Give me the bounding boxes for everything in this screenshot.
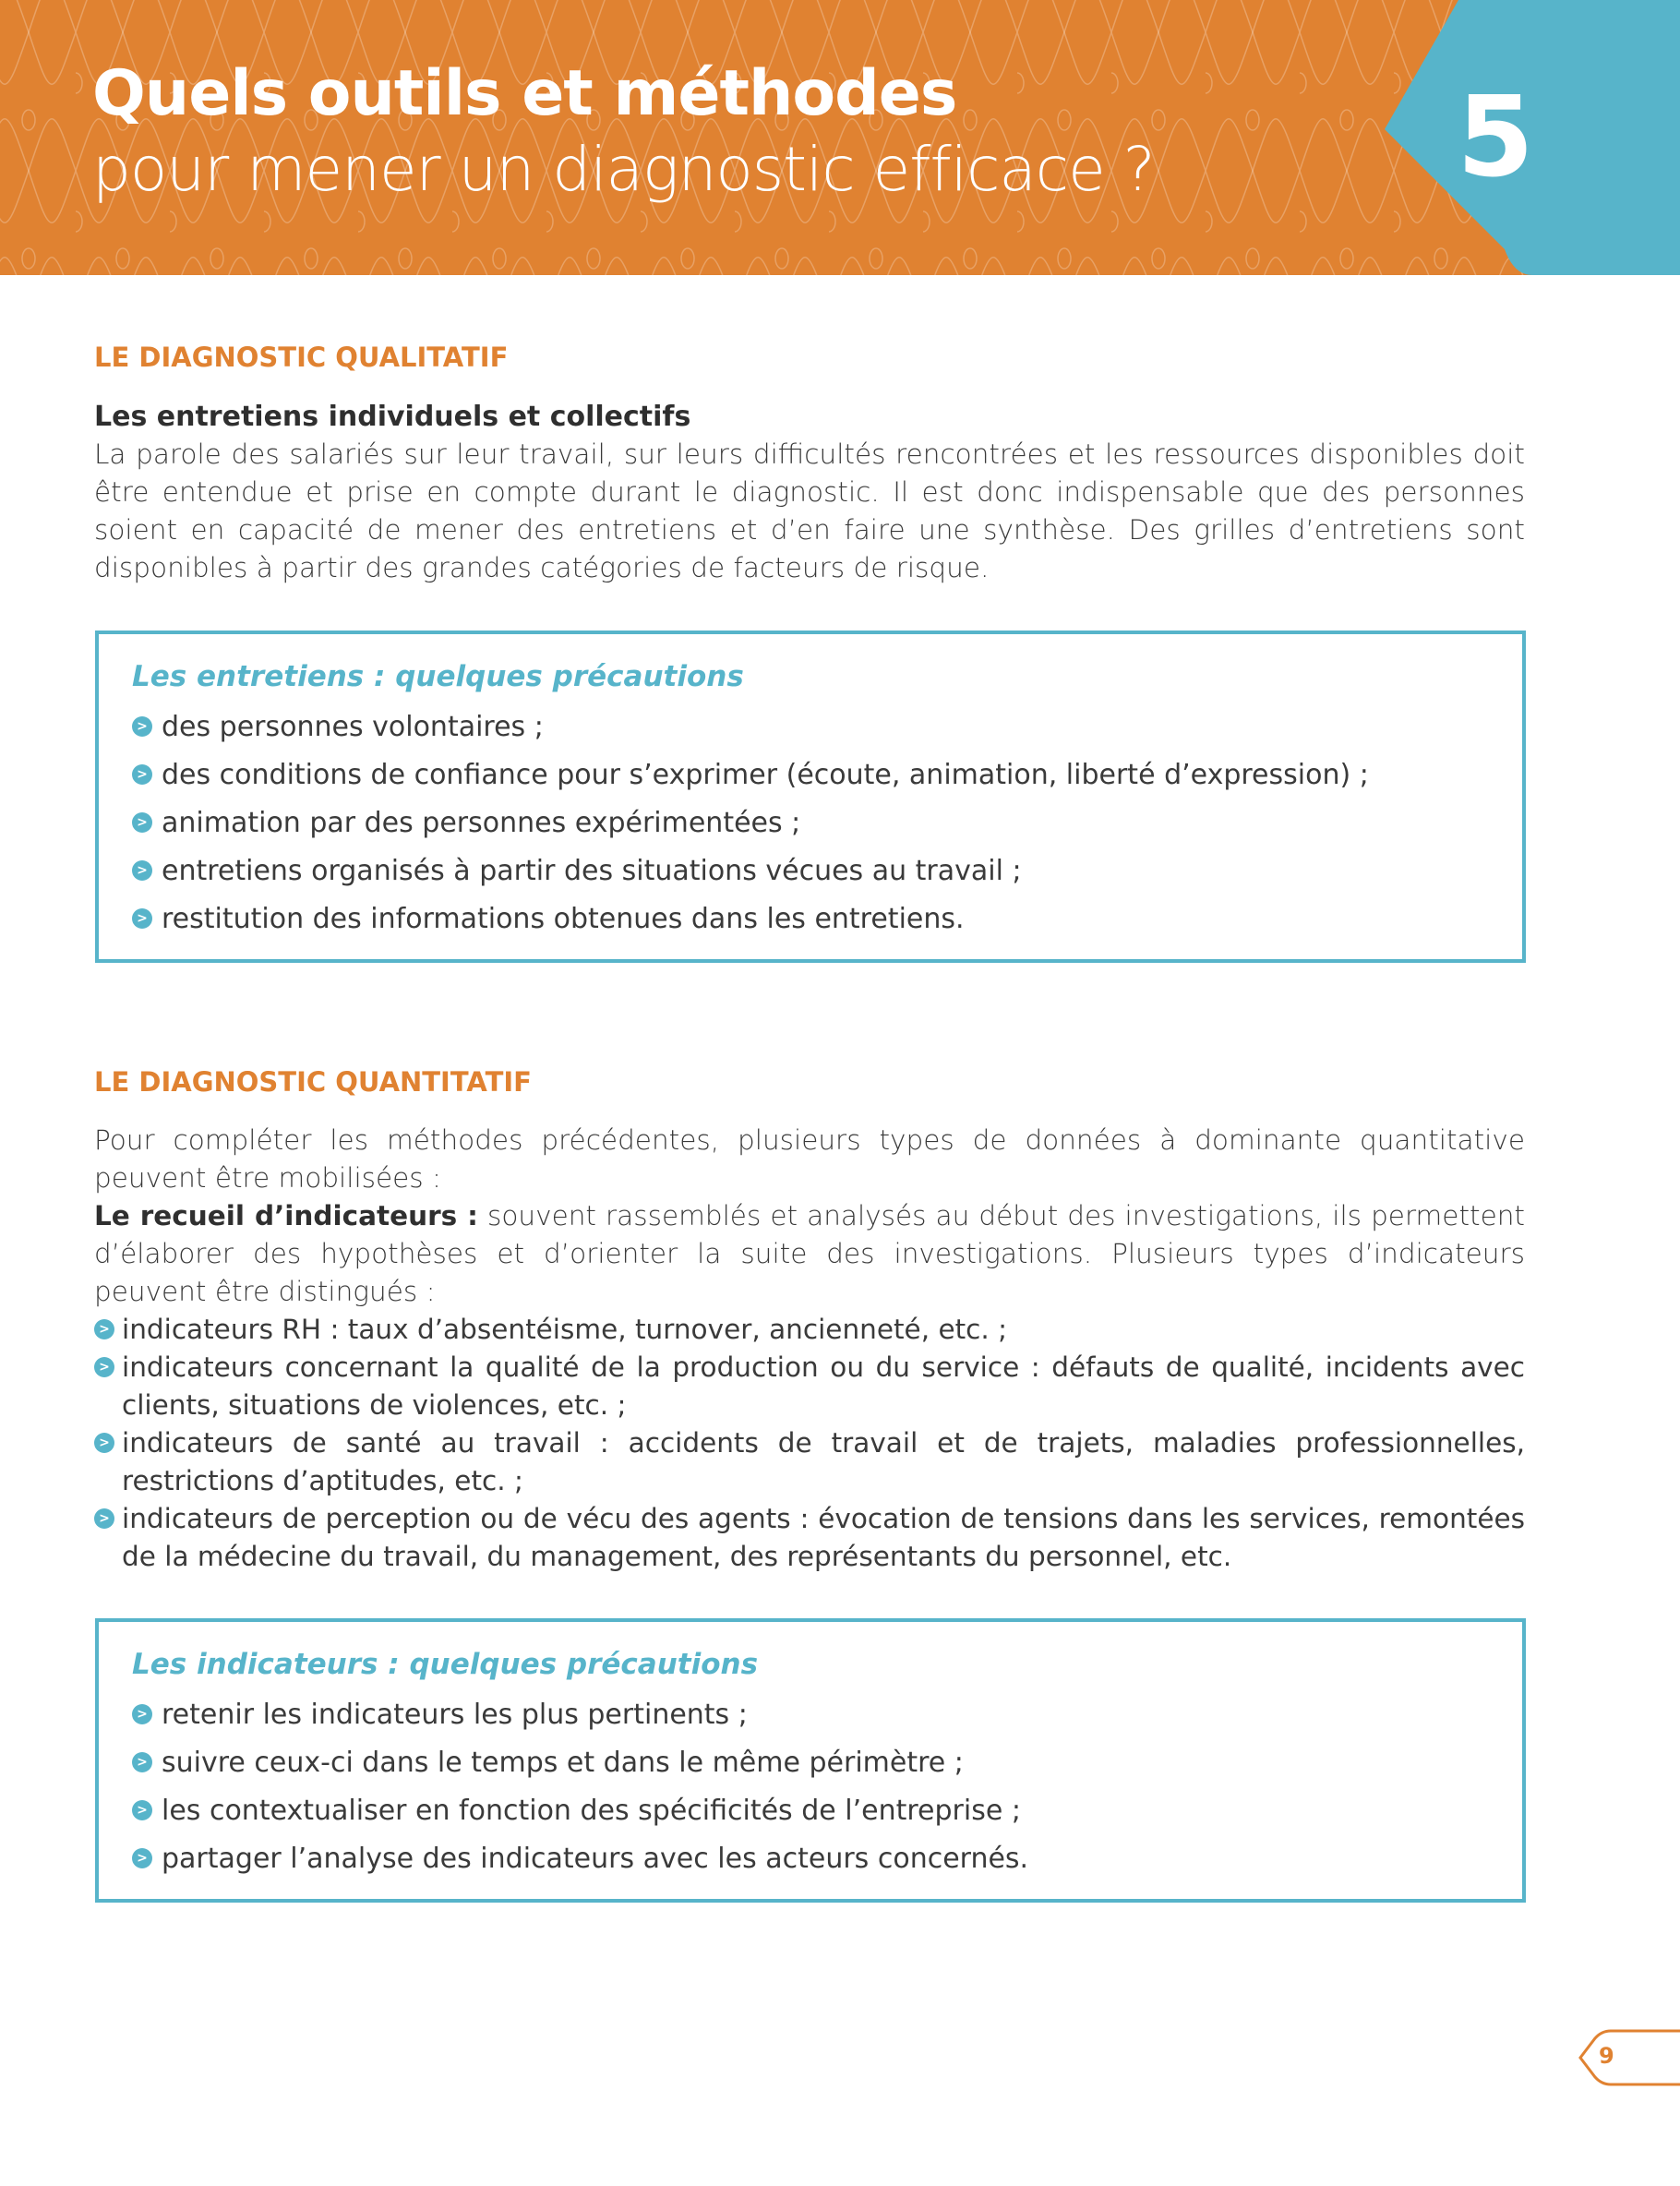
section-heading-quantitatif: LE DIAGNOSTIC QUANTITATIF	[94, 1066, 532, 1098]
list-item: > indicateurs concernant la qualité de la production ou du service : défauts de qualité, incidents avec clients, situations de violences, etc. ;	[94, 1349, 1525, 1424]
box-title: Les entretiens : quelques précautions	[132, 660, 744, 693]
chevron-bullet-icon: >	[132, 764, 152, 785]
list-item: > des conditions de confiance pour s’exprimer (écoute, animation, liberté d’expression) ;	[132, 751, 1489, 799]
page-subtitle: pour mener un diagnostic efficace ?	[92, 134, 1155, 205]
precautions-box-indicateurs	[95, 1618, 1526, 1903]
page-number: 9	[1599, 2043, 1614, 2069]
chevron-bullet-icon: >	[132, 860, 152, 881]
chapter-header	[0, 0, 1680, 275]
paragraph-intro: Pour compléter les méthodes précédentes, plusieurs types de données à dominante quantitative peuvent être mobilisées :	[94, 1124, 1525, 1194]
list-item: > indicateurs RH : taux d’absentéisme, turnover, ancienneté, etc. ;	[94, 1311, 1525, 1349]
list-item: > les contextualiser en fonction des spécificités de l’entreprise ;	[132, 1786, 1489, 1834]
chevron-bullet-icon: >	[94, 1357, 114, 1377]
chevron-bullet-icon: >	[132, 1752, 152, 1772]
section-heading-qualitatif: LE DIAGNOSTIC QUALITATIF	[94, 342, 509, 373]
list-item: > partager l’analyse des indicateurs avec les acteurs concernés.	[132, 1834, 1489, 1882]
list-item: > indicateurs de santé au travail : accidents de travail et de trajets, maladies professionnelles, restrictions d’aptitudes, etc. ;	[94, 1424, 1525, 1500]
subheading-entretiens: Les entretiens individuels et collectifs	[94, 401, 691, 433]
precautions-box-entretiens	[95, 631, 1526, 963]
box-title: Les indicateurs : quelques précautions	[132, 1648, 759, 1681]
chevron-bullet-icon: >	[132, 908, 152, 929]
chevron-bullet-icon: >	[132, 1848, 152, 1868]
paragraph-recueil: Le recueil d’indicateurs : souvent rassemblés et analysés au début des investigations, ils permettent d’élaborer des hypothèses et d’orienter la suite des investigations. Plusieurs types d’indicateurs peuvent être distingués :	[94, 1200, 1525, 1307]
chevron-bullet-icon: >	[94, 1319, 114, 1339]
list-item: > indicateurs de perception ou de vécu des agents : évocation de tensions dans les services, remontées de la médecine du travail, du management, des représentants du personnel, etc.	[94, 1500, 1525, 1576]
indicator-list	[94, 1311, 1525, 1576]
list-item: > des personnes volontaires ;	[132, 703, 1489, 751]
chevron-bullet-icon: >	[94, 1508, 114, 1529]
list-item: > suivre ceux-ci dans le temps et dans le même périmètre ;	[132, 1738, 1489, 1786]
paragraph-entretiens: La parole des salariés sur leur travail, sur leurs difficultés rencontrées et les ressources disponibles doit être entendue et prise en compte durant le diagnostic. Il est donc indispensable que des personnes soient en capacité de mener des entretiens et d’en faire une synthèse. Des grilles d’entretiens sont disponibles à partir des grandes catégories de facteurs de risque.	[94, 438, 1525, 583]
chevron-bullet-icon: >	[132, 1704, 152, 1724]
chevron-bullet-icon: >	[132, 716, 152, 737]
chevron-bullet-icon: >	[132, 1800, 152, 1820]
page-title: Quels outils et méthodes	[92, 57, 957, 130]
chevron-bullet-icon: >	[132, 812, 152, 833]
list-item: > entretiens organisés à partir des situations vécues au travail ;	[132, 847, 1489, 895]
list-item: > animation par des personnes expérimentées ;	[132, 799, 1489, 847]
chevron-bullet-icon: >	[94, 1433, 114, 1453]
chapter-number: 5	[1457, 74, 1534, 202]
list-item: > restitution des informations obtenues dans les entretiens.	[132, 895, 1489, 943]
page-number-tab	[1578, 2029, 1680, 2086]
list-item: > retenir les indicateurs les plus pertinents ;	[132, 1690, 1489, 1738]
